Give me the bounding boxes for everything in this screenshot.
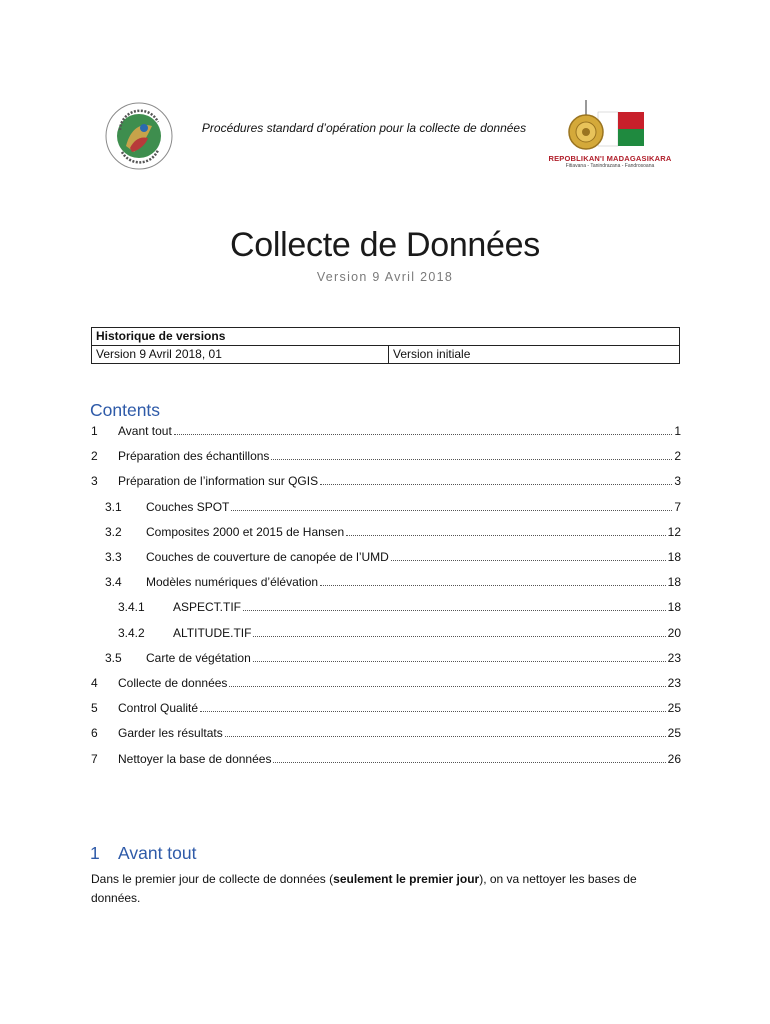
toc-entry-number: 3.5 xyxy=(105,650,122,665)
toc-entry-label: Nettoyer la base de données xyxy=(118,751,272,766)
toc-entry[interactable] xyxy=(91,626,681,644)
toc-leader-dots xyxy=(225,727,666,737)
toc-leader-dots xyxy=(391,551,666,561)
toc-leader-dots xyxy=(200,702,666,712)
toc-leader-dots xyxy=(253,652,666,662)
toc-entry-number: 3.4 xyxy=(105,575,122,590)
toc-leader-dots xyxy=(320,576,666,586)
toc-entry-label: Avant tout xyxy=(118,424,172,438)
toc-entry-label: ASPECT.TIF xyxy=(173,600,242,615)
paragraph-text: Dans le premier jour de collecte de données ( xyxy=(91,872,334,886)
toc-entry-label: Collecte de données xyxy=(118,676,228,690)
paragraph-bold-text: seulement le premier jour xyxy=(333,872,480,886)
toc-entry-page: 18 xyxy=(667,550,681,564)
toc-entry[interactable] xyxy=(91,676,681,694)
toc-entry-label: Couches SPOT xyxy=(146,499,230,514)
toc-entry-label: Couches de couverture de canopée de l’UMD xyxy=(146,550,389,564)
toc-entry[interactable] xyxy=(91,726,681,744)
toc-entry-label: Préparation des échantillons xyxy=(118,449,270,464)
emblem-motto: Fitiavana - Tanindrazana - Fandrosoana xyxy=(565,163,655,169)
table-header-row xyxy=(92,328,680,346)
toc-entry[interactable] xyxy=(91,474,681,492)
toc-entry[interactable] xyxy=(91,752,681,770)
toc-entry[interactable] xyxy=(91,600,681,618)
header-title: Procédures standard d’opération pour la collecte de données xyxy=(201,121,527,135)
republic-madagascar-emblem-logo xyxy=(540,100,680,172)
version-history-table xyxy=(91,327,680,364)
toc-entry[interactable] xyxy=(91,424,681,442)
section-heading xyxy=(90,843,197,864)
toc-entry[interactable] xyxy=(91,550,681,568)
section-title: Avant tout xyxy=(118,843,197,863)
toc-entry-label: Carte de végétation xyxy=(146,650,251,665)
toc-entry-number: 3.2 xyxy=(105,524,122,539)
toc-entry-page: 25 xyxy=(667,701,681,716)
contents-heading: Contents xyxy=(90,400,161,420)
version-note-cell: Version initiale xyxy=(389,346,680,364)
toc-entry-page: 2 xyxy=(674,449,681,464)
toc-leader-dots xyxy=(231,501,672,511)
toc-leader-dots xyxy=(346,526,666,536)
toc-entry-page: 18 xyxy=(667,575,681,590)
toc-entry-number: 3.4.1 xyxy=(118,600,145,615)
toc-entry-number: 4 xyxy=(91,676,98,690)
version-cell: Version 9 Avril 2018, 01 xyxy=(92,346,389,364)
section-paragraph xyxy=(91,870,681,908)
toc-entry-number: 3.3 xyxy=(105,550,122,564)
organization-seal-logo xyxy=(100,100,178,172)
toc-entry-page: 23 xyxy=(667,676,681,690)
toc-entry-page: 23 xyxy=(667,650,681,665)
toc-entry-number: 7 xyxy=(91,751,98,766)
toc-leader-dots xyxy=(243,601,666,611)
paragraph-text: ), on va nettoyer les bases de données. xyxy=(91,872,637,905)
emblem-caption: REPOBLIKAN'I MADAGASIKARA xyxy=(548,154,672,163)
toc-entry-number: 3 xyxy=(91,474,98,489)
toc-entry-number: 5 xyxy=(91,701,98,716)
toc-entry-page: 25 xyxy=(667,726,681,741)
toc-entry-label: Préparation de l’information sur QGIS xyxy=(118,474,319,489)
version-history-heading: Historique de versions xyxy=(92,328,680,346)
toc-entry-label: Garder les résultats xyxy=(118,726,223,741)
toc-entry-label: ALTITUDE.TIF xyxy=(173,625,252,640)
toc-leader-dots xyxy=(320,475,672,485)
toc-entry-number: 6 xyxy=(91,726,98,741)
toc-entry-page: 18 xyxy=(667,600,681,615)
toc-entry-number: 3.4.2 xyxy=(118,625,145,640)
toc-entry-page: 12 xyxy=(667,524,681,539)
table-row xyxy=(92,346,680,364)
toc-entry-label: Modèles numériques d’élévation xyxy=(146,575,319,590)
toc-entry[interactable] xyxy=(91,701,681,719)
toc-entry[interactable] xyxy=(91,651,681,669)
toc-entry-number: 1 xyxy=(91,424,98,438)
toc-leader-dots xyxy=(271,450,672,460)
section-number: 1 xyxy=(90,843,100,863)
toc-entry-page: 20 xyxy=(667,625,681,640)
toc-leader-dots xyxy=(273,753,665,763)
toc-entry-page: 1 xyxy=(674,424,681,438)
toc-entry[interactable] xyxy=(91,575,681,593)
toc-leader-dots xyxy=(174,425,672,435)
toc-leader-dots xyxy=(253,627,665,637)
toc-entry[interactable] xyxy=(91,500,681,518)
toc-entry-label: Control Qualité xyxy=(118,701,199,716)
document-subtitle: Version 9 Avril 2018 xyxy=(316,270,454,284)
toc-entry-page: 7 xyxy=(674,499,681,514)
toc-entry-number: 3.1 xyxy=(105,499,122,514)
toc-entry-page: 3 xyxy=(674,474,681,489)
toc-entry-number: 2 xyxy=(91,449,98,464)
toc-entry-page: 26 xyxy=(667,751,681,766)
toc-entry[interactable] xyxy=(91,525,681,543)
toc-entry-label: Composites 2000 et 2015 de Hansen xyxy=(146,524,345,539)
document-title: Collecte de Données xyxy=(230,226,540,264)
toc-entry[interactable] xyxy=(91,449,681,467)
toc-leader-dots xyxy=(229,677,665,687)
